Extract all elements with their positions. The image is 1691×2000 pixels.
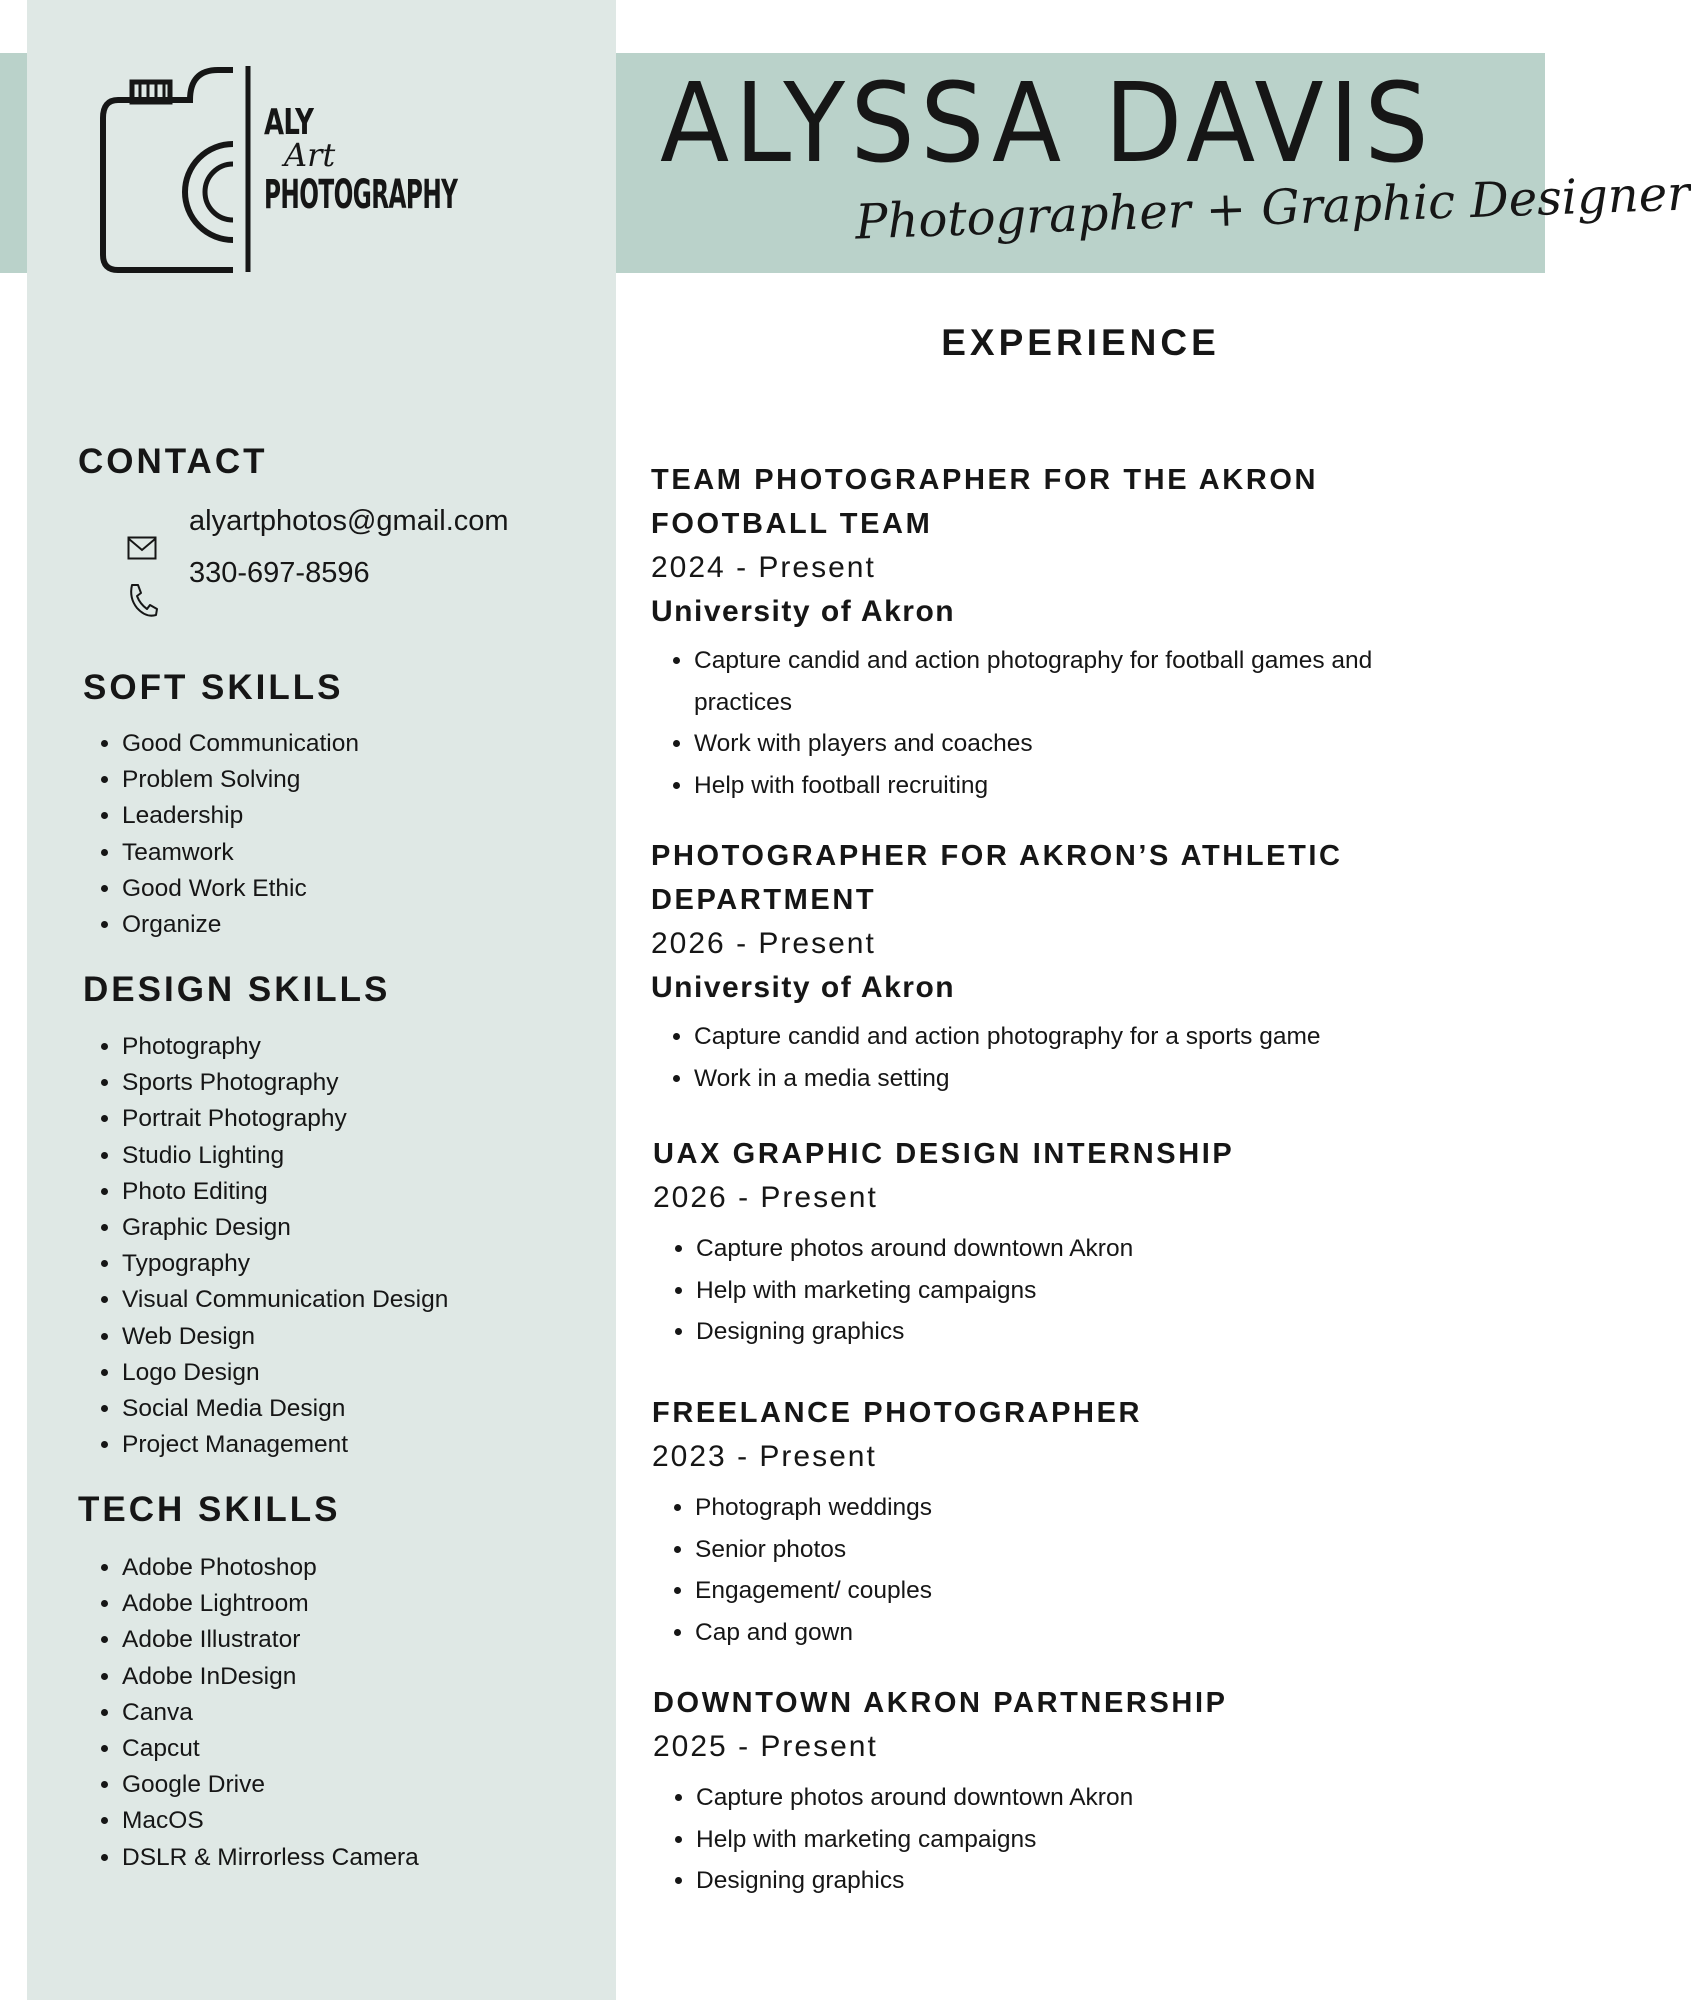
list-item: • Adobe Illustrator [122,1622,419,1658]
job-organization: University of Akron [651,971,956,1004]
list-item: • Web Design [122,1319,448,1355]
list-item: • Photography [122,1029,448,1065]
list-item: • Adobe Photoshop [122,1550,419,1586]
list-item: • Engagement/ couples [695,1570,1412,1612]
job-title: DOWNTOWN AKRON PARTNERSHIP [653,1687,1228,1719]
list-item: • Typography [122,1246,448,1282]
job-date: 2026 - Present [653,1181,878,1214]
logo-text-aly: ALY [264,102,314,143]
list-item: • Leadership [122,798,359,834]
resume-tagline: Photographer + Graphic Designer [854,165,1691,251]
list-item: • DSLR & Mirrorless Camera [122,1840,419,1876]
job-title: FREELANCE PHOTOGRAPHER [652,1397,1143,1429]
list-item: • Good Communication [122,726,359,762]
list-item: • Senior photos [695,1529,1412,1571]
job-bullets [653,1228,1413,1353]
logo-text-art: Art [284,136,336,174]
job-title: UAX GRAPHIC DESIGN INTERNSHIP [653,1138,1235,1170]
job-title: PHOTOGRAPHER FOR AKRON’S ATHLETIC [651,840,1343,872]
envelope-icon [127,536,157,560]
job-date: 2023 - Present [652,1440,877,1473]
list-item: • Capture candid and action photography for football games and practices [694,640,1384,723]
job-date: 2025 - Present [653,1730,878,1763]
list-item: • Capture photos around downtown Akron [696,1228,1413,1270]
soft-skills-list [95,726,359,943]
job-bullets [652,1487,1412,1653]
job-date: 2024 - Present [651,551,876,584]
design-skills-list [95,1029,448,1463]
list-item: • Designing graphics [696,1860,1413,1902]
list-item: • Good Work Ethic [122,871,359,907]
list-item: • Project Management [122,1427,448,1463]
phone-icon [126,582,158,618]
job-date: 2026 - Present [651,927,876,960]
list-item: • Adobe Lightroom [122,1586,419,1622]
contact-heading: CONTACT [78,442,268,481]
camera-icon [98,60,258,280]
job-title: TEAM PHOTOGRAPHER FOR THE AKRON [651,464,1319,496]
job-bullets [651,1016,1411,1099]
list-item: • Work with players and coaches [694,723,1384,765]
list-item: • Graphic Design [122,1210,448,1246]
list-item: • Designing graphics [696,1311,1413,1353]
list-item: • Teamwork [122,835,359,871]
list-item: • Google Drive [122,1767,419,1803]
list-item: • Photograph weddings [695,1487,1412,1529]
logo-text-photography: PHOTOGRAPHY [264,172,458,218]
list-item: • Sports Photography [122,1065,448,1101]
list-item: • Help with marketing campaigns [696,1819,1413,1861]
list-item: • Help with football recruiting [694,765,1384,807]
list-item: • Capture photos around downtown Akron [696,1777,1413,1819]
list-item: • Problem Solving [122,762,359,798]
tech-skills-heading: TECH SKILLS [78,1490,341,1529]
soft-skills-heading: SOFT SKILLS [83,668,344,707]
list-item: • Capture candid and action photography for a sports game [694,1016,1411,1058]
list-item: • Organize [122,907,359,943]
job-title: FOOTBALL TEAM [651,508,933,540]
experience-heading: EXPERIENCE [941,322,1220,363]
list-item: • Studio Lighting [122,1138,448,1174]
list-item: • Adobe InDesign [122,1659,419,1695]
list-item: • Canva [122,1695,419,1731]
job-bullets [651,640,1384,806]
contact-email[interactable]: alyartphotos@gmail.com [189,505,509,537]
design-skills-heading: DESIGN SKILLS [83,970,391,1009]
list-item: • Capcut [122,1731,419,1767]
list-item: • Visual Communication Design [122,1282,448,1318]
job-entry [653,1681,1413,1902]
list-item: • Cap and gown [695,1612,1412,1654]
list-item: • Portrait Photography [122,1101,448,1137]
job-entry [651,458,1411,806]
job-entry [653,1132,1413,1353]
list-item: • Logo Design [122,1355,448,1391]
list-item: • Work in a media setting [694,1058,1411,1100]
list-item: • MacOS [122,1803,419,1839]
job-entry [652,1391,1412,1653]
tech-skills-list [95,1550,419,1876]
list-item: • Help with marketing campaigns [696,1270,1413,1312]
job-bullets [653,1777,1413,1902]
job-entry [651,834,1411,1099]
resume-name: ALYSSA DAVIS [660,59,1435,187]
job-organization: University of Akron [651,595,956,628]
list-item: • Social Media Design [122,1391,448,1427]
list-item: • Photo Editing [122,1174,448,1210]
job-title: DEPARTMENT [651,884,877,916]
contact-phone[interactable]: 330-697-8596 [189,557,370,589]
brand-logo [98,60,488,280]
left-accent-band [0,53,27,273]
